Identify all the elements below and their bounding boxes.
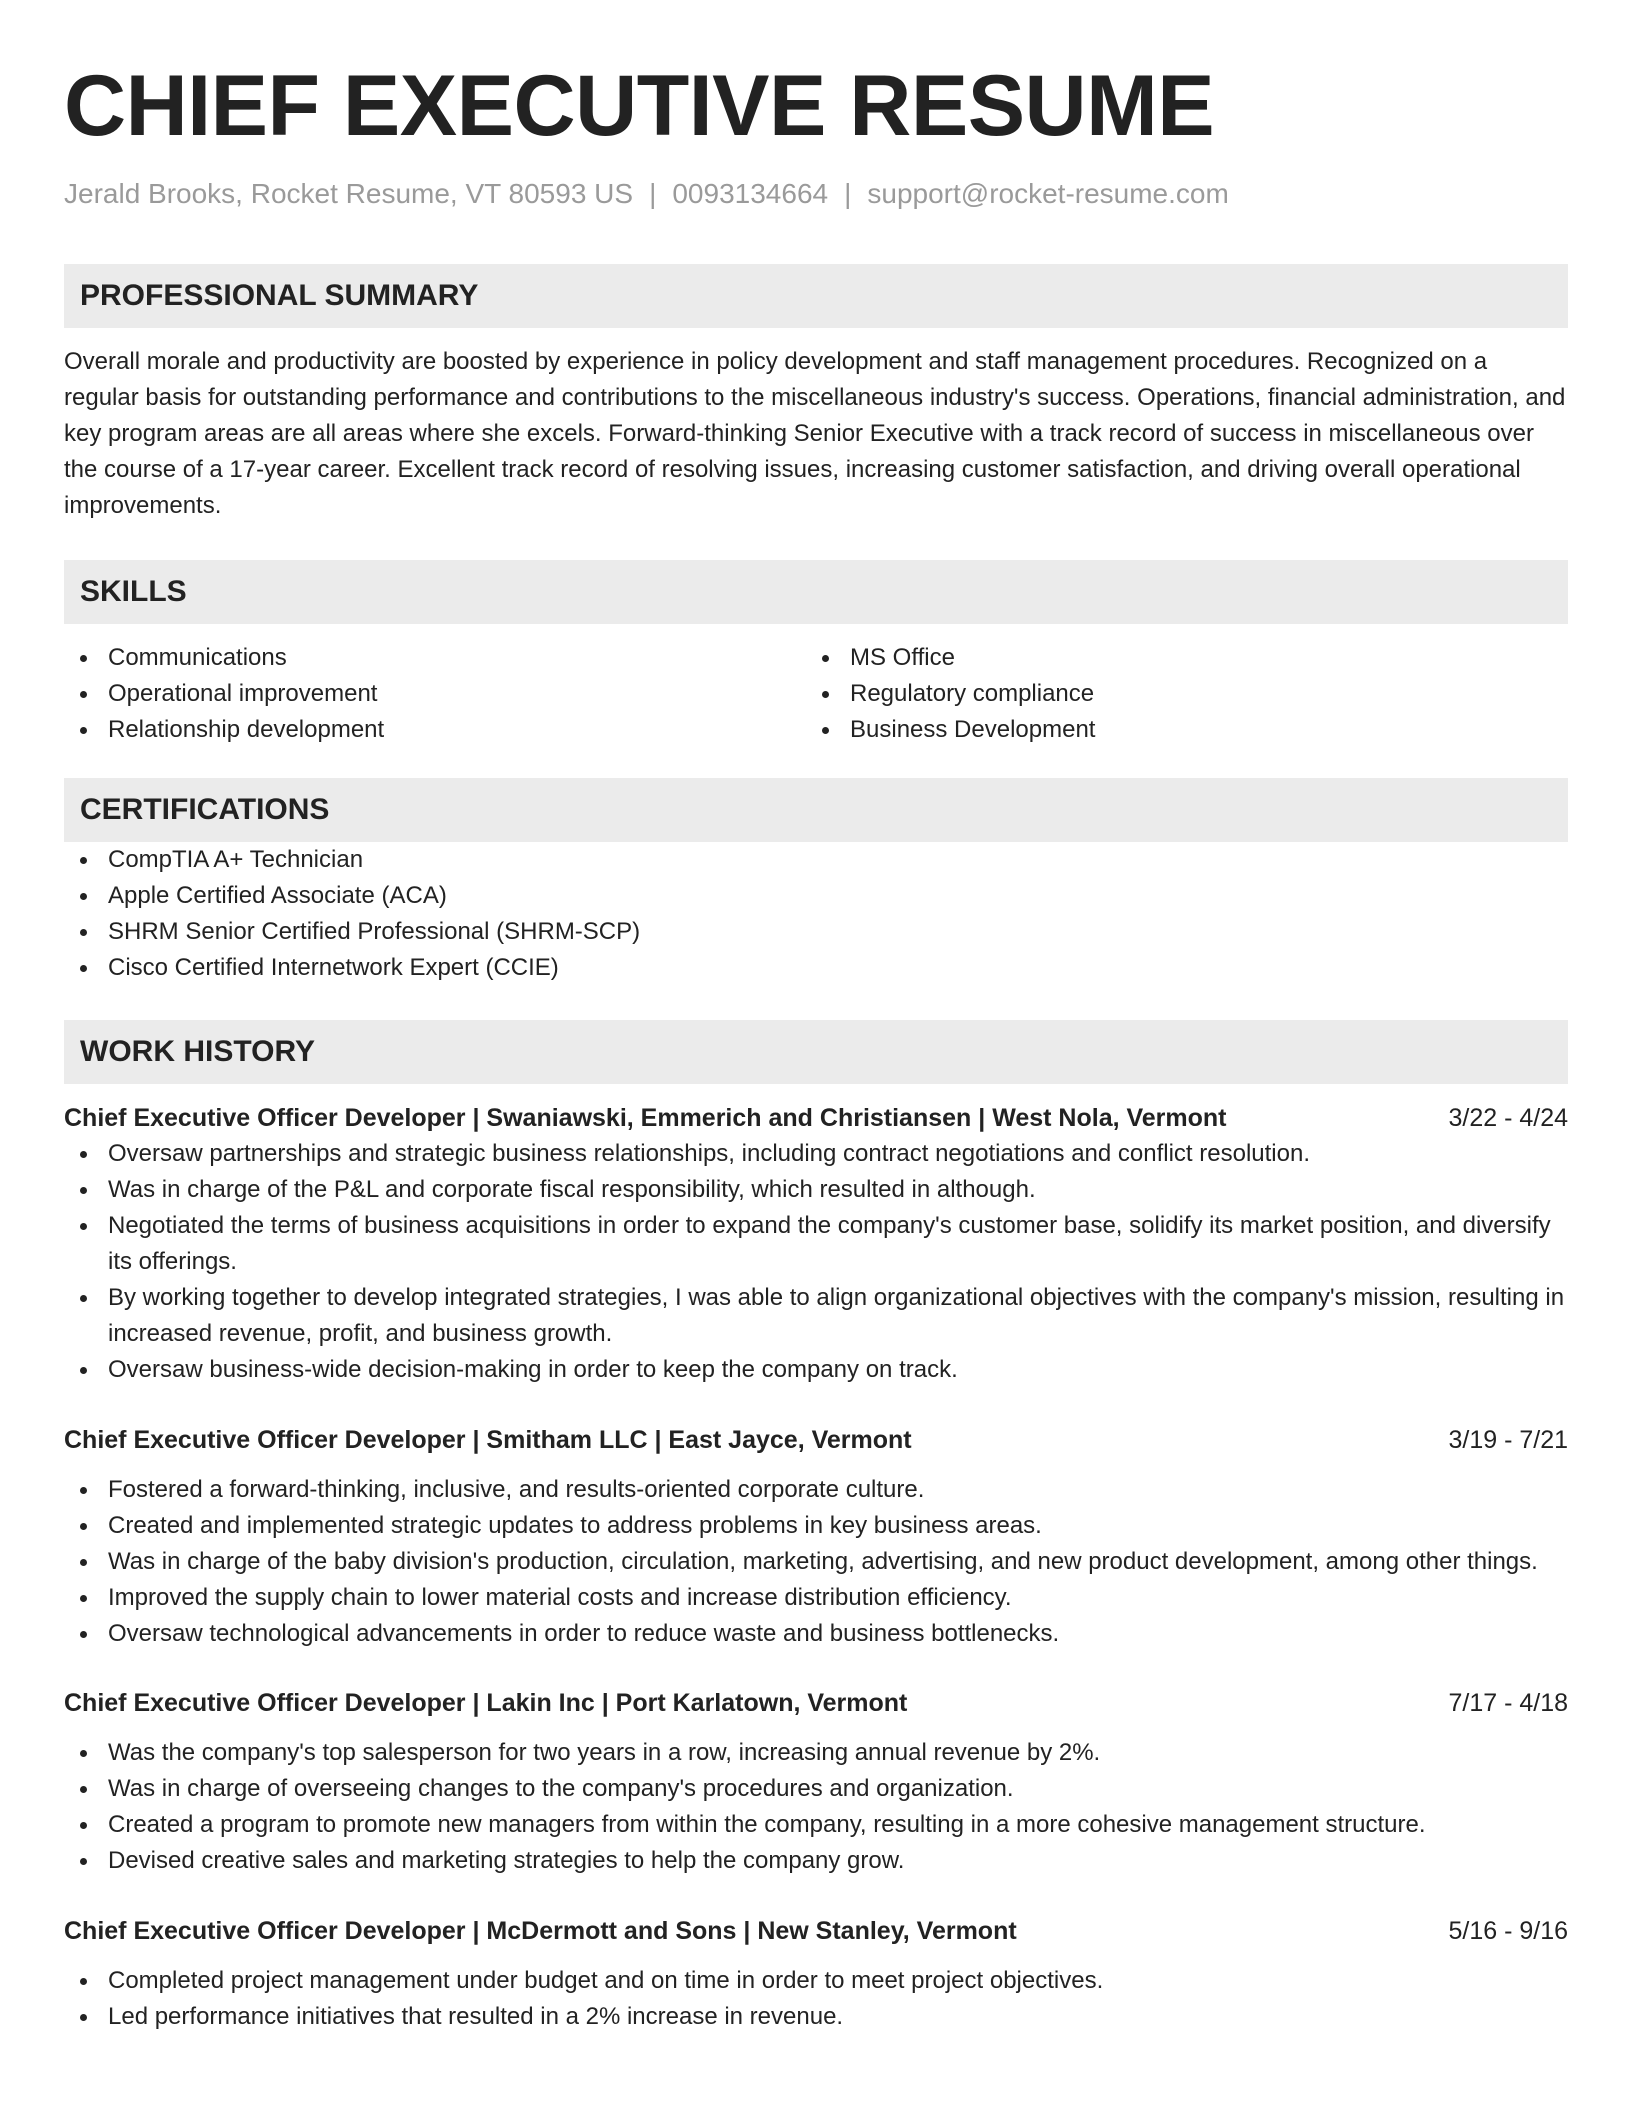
contact-separator: | <box>649 178 657 209</box>
job-bullet: Oversaw partnerships and strategic business relationships, including contract negotiations and conflict resolution. <box>64 1136 1568 1172</box>
contact-address: Jerald Brooks, Rocket Resume, VT 80593 US <box>64 178 634 209</box>
skill-item: Communications <box>64 640 806 676</box>
job-bullet: Negotiated the terms of business acquisitions in order to expand the company's customer base, solidify its market position, and diversify its offerings. <box>64 1208 1568 1280</box>
contact-phone: 0093134664 <box>672 178 829 209</box>
skill-item: Relationship development <box>64 712 806 748</box>
job-title: Chief Executive Officer Developer | McDermott and Sons | New Stanley, Vermont <box>64 1917 1017 1945</box>
certification-item: CompTIA A+ Technician <box>64 842 1568 878</box>
job-entry <box>64 1913 1568 2035</box>
certification-item: Apple Certified Associate (ACA) <box>64 878 1568 914</box>
job-bullet: Created a program to promote new managers from within the company, resulting in a more cohesive management structure. <box>64 1807 1568 1843</box>
job-dates: 3/19 - 7/21 <box>1448 1426 1568 1454</box>
job-entry <box>64 1685 1568 1879</box>
job-title: Chief Executive Officer Developer | Swaniawski, Emmerich and Christiansen | West Nola, Vermont <box>64 1104 1227 1132</box>
contact-line <box>64 176 1568 212</box>
job-bullet: By working together to develop integrated strategies, I was able to align organizational objectives with the company's mission, resulting in increased revenue, profit, and business growth. <box>64 1280 1568 1352</box>
job-bullet: Improved the supply chain to lower material costs and increase distribution efficiency. <box>64 1580 1568 1616</box>
summary-text: Overall morale and productivity are boosted by experience in policy development and staff management procedures. Recognized on a regular basis for outstanding performance and contributions to the miscellaneous industry's success. Operations, financial administration, and key program areas are all areas where she excels. Forward-thinking Senior Executive with a track record of success in miscellaneous over the course of a 17-year career. Excellent track record of resolving issues, increasing customer satisfaction, and driving overall operational improvements. <box>64 348 1566 519</box>
section-header-work-history: WORK HISTORY <box>64 1020 1568 1084</box>
job-bullet: Led performance initiatives that resulted in a 2% increase in revenue. <box>64 1999 1568 2035</box>
job-bullet-list <box>64 1472 1568 1652</box>
resume-title: CHIEF EXECUTIVE RESUME <box>64 58 1215 154</box>
job-dates: 7/17 - 4/18 <box>1448 1689 1568 1717</box>
section-header-certifications: CERTIFICATIONS <box>64 778 1568 842</box>
skills-list-right <box>806 640 1548 748</box>
job-header <box>64 1685 1568 1721</box>
job-bullet-list <box>64 1963 1568 2035</box>
job-bullet: Oversaw technological advancements in order to reduce waste and business bottlenecks. <box>64 1616 1568 1652</box>
skill-item: Operational improvement <box>64 676 806 712</box>
job-bullet: Oversaw business-wide decision-making in order to keep the company on track. <box>64 1352 1568 1388</box>
job-bullet: Completed project management under budget and on time in order to meet project objectives. <box>64 1963 1568 1999</box>
job-title: Chief Executive Officer Developer | Lakin Inc | Port Karlatown, Vermont <box>64 1689 908 1717</box>
job-header <box>64 1913 1568 1949</box>
job-entry <box>64 1100 1568 1388</box>
job-header <box>64 1422 1568 1458</box>
job-title: Chief Executive Officer Developer | Smitham LLC | East Jayce, Vermont <box>64 1426 912 1454</box>
contact-email: support@rocket-resume.com <box>867 178 1229 209</box>
skill-item: MS Office <box>806 640 1548 676</box>
job-dates: 3/22 - 4/24 <box>1448 1104 1568 1132</box>
skills-grid <box>64 640 1568 748</box>
certification-item: SHRM Senior Certified Professional (SHRM-SCP) <box>64 914 1568 950</box>
section-header-summary: PROFESSIONAL SUMMARY <box>64 264 1568 328</box>
job-bullet: Was the company's top salesperson for two years in a row, increasing annual revenue by 2%. <box>64 1735 1568 1771</box>
certification-item: Cisco Certified Internetwork Expert (CCIE) <box>64 950 1568 986</box>
job-header <box>64 1100 1568 1136</box>
section-header-skills: SKILLS <box>64 560 1568 624</box>
skills-list-left <box>64 640 806 748</box>
job-bullet-list <box>64 1735 1568 1879</box>
certifications-list <box>64 842 1568 986</box>
skill-item: Business Development <box>806 712 1548 748</box>
job-entry <box>64 1422 1568 1652</box>
job-bullet-list <box>64 1136 1568 1388</box>
job-bullet: Devised creative sales and marketing strategies to help the company grow. <box>64 1843 1568 1879</box>
job-bullet: Was in charge of overseeing changes to the company's procedures and organization. <box>64 1771 1568 1807</box>
job-bullet: Was in charge of the baby division's production, circulation, marketing, advertising, and new product development, among other things. <box>64 1544 1568 1580</box>
job-dates: 5/16 - 9/16 <box>1448 1917 1568 1945</box>
skill-item: Regulatory compliance <box>806 676 1548 712</box>
job-bullet: Was in charge of the P&L and corporate fiscal responsibility, which resulted in although. <box>64 1172 1568 1208</box>
contact-separator: | <box>844 178 852 209</box>
job-bullet: Created and implemented strategic updates to address problems in key business areas. <box>64 1508 1568 1544</box>
job-bullet: Fostered a forward-thinking, inclusive, and results-oriented corporate culture. <box>64 1472 1568 1508</box>
